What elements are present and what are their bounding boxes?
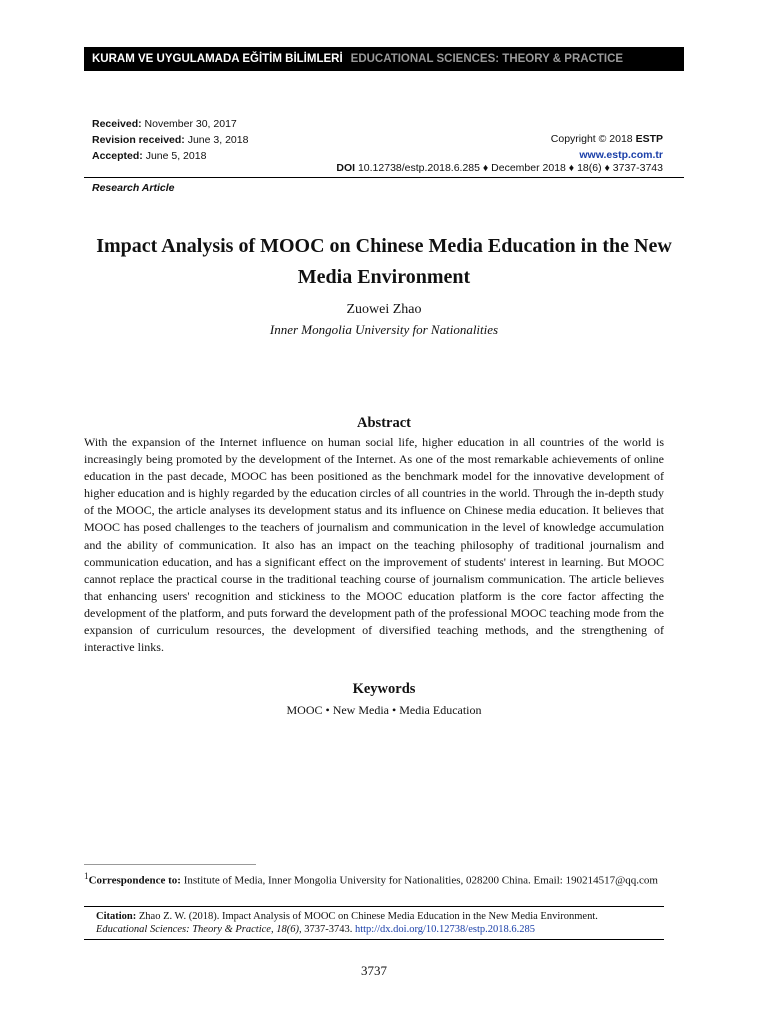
doi-line: DOI 10.12738/estp.2018.6.285 ♦ December 2018 ♦ 18(6) ♦ 3737-3743 (336, 162, 663, 174)
header-divider (84, 177, 684, 178)
accepted-date: Accepted: June 5, 2018 (92, 150, 207, 162)
footnote-marker: 1 (84, 871, 89, 881)
received-date: Received: November 30, 2017 (92, 118, 237, 130)
abstract-heading: Abstract (357, 415, 411, 431)
journal-url-link[interactable]: www.estp.com.tr (579, 149, 663, 161)
footnote-text: Institute of Media, Inner Mongolia University for Nationalities, 028200 China. Email: 190214517@qq.com (180, 874, 658, 887)
journal-header-bar (84, 47, 684, 71)
journal-name-english: EDUCATIONAL SCIENCES: THEORY & PRACTICE (350, 53, 624, 65)
author-affiliation: Inner Mongolia University for Nationalities (269, 322, 499, 337)
author-name: Zuowei Zhao (346, 302, 422, 317)
citation-doi-link[interactable]: http://dx.doi.org/10.12738/estp.2018.6.285 (354, 924, 536, 935)
copyright-line: Copyright © 2018 ESTP (550, 133, 663, 145)
footnote-label: Correspondence to: (88, 874, 181, 887)
copyright-block (551, 131, 663, 163)
submission-dates (92, 116, 248, 164)
page-number: 3737 (361, 963, 387, 978)
article-type: Research Article (92, 182, 175, 194)
citation-line-1: Citation: Zhao Z. W. (2018). Impact Analysis of MOOC on Chinese Media Education in the New Media Environment. (96, 911, 598, 922)
journal-name-turkish: KURAM VE UYGULAMADA EĞİTİM BİLİMLERİ (92, 53, 343, 65)
revision-date: Revision received: June 3, 2018 (92, 134, 249, 146)
footnote-divider (84, 864, 256, 865)
article-title: Impact Analysis of MOOC on Chinese Media Education in the New Media Environment (96, 235, 672, 288)
correspondence-footnote (84, 869, 664, 888)
keywords-heading: Keywords (352, 681, 416, 697)
abstract-body: With the expansion of the Internet influence on human social life, higher education in all countries of the world is increasingly being promoted by the development of the Internet. As one of the most remarkable achievements of online education in the past decade, MOOC has been positioned as the benchmark model for the innovative development of higher education and is highly regarded by the education circles of all countries in the world. Through the in-depth study of the MOOC, the article analyses its development status and its influence on Chinese media education. It believes that MOOC has posed challenges to the teachers of journalism and communication in the level of knowledge accumulation and the ability of communication. It also has an impact on the teaching philosophy of traditional journalism and communication education, and has a significant effect on the improvement of students' interest in learning. But MOOC cannot replace the practical course in the traditional teaching course of journalism communication. The article believes that enhancing users' recognition and stickiness to the MOOC education platform is the core factor affecting the development of the platform, and puts forward the development path of the professional MOOC teaching mode from the expansion of curriculum resources, the development of diversified teaching methods, and the strengthening of interactive links. (84, 435, 664, 655)
keywords-list: MOOC • New Media • Media Education (286, 703, 482, 717)
citation-line-2: Educational Sciences: Theory & Practice, 18(6), 3737-3743. http://dx.doi.org/10.12738/estp.2018.6.285 (96, 924, 536, 935)
citation-box (84, 906, 664, 940)
